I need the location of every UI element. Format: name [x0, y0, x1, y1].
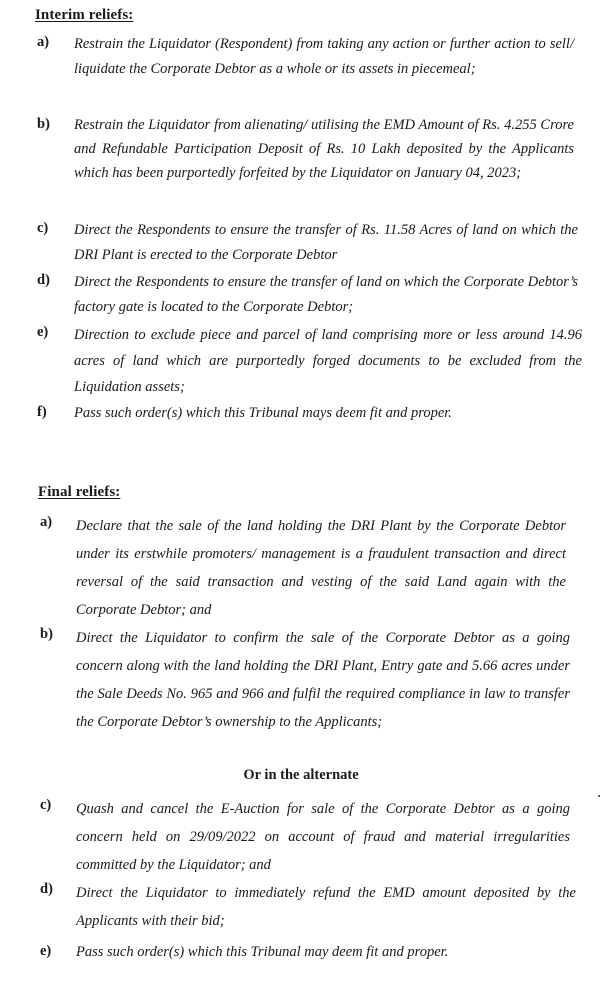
final-reliefs-heading: Final reliefs:	[38, 484, 121, 500]
item-text: Direct the Liquidator to immediately refund the EMD amount deposited by the Applicants with their bid;	[76, 885, 576, 929]
item-text: Restrain the Liquidator from alienating/ utilising the EMD Amount of Rs. 4.255 Crore and Refundable Participation Deposit of Rs. 10 Lakh deposited by the Applicants which has been purportedly forfeited by the Liquidator on January 04, 2023;	[74, 117, 574, 181]
item-text: Direction to exclude piece and parcel of land comprising more or less around 14.96 acres of land which are purportedly forged documents to be excluded from the Liquidation assets;	[74, 327, 582, 395]
item-text: Pass such order(s) which this Tribunal may deem fit and proper.	[76, 944, 449, 960]
item-marker: e)	[40, 943, 52, 959]
item-text: Declare that the sale of the land holding the DRI Plant by the Corporate Debtor under its erstwhile promoters/ management is a fraudulent transaction and direct reversal of the said transaction and vesting of the said Land again with the Corporate Debtor; and	[76, 518, 566, 618]
item-marker: b)	[37, 116, 50, 132]
item-marker: d)	[37, 272, 50, 288]
item-text: Direct the Liquidator to confirm the sale of the Corporate Debtor as a going concern along with the land holding the DRI Plant, Entry gate and 5.66 acres under the Sale Deeds No. 965 and 966 and fulfil the required compliance in law to transfer the Corporate Debtor’s ownership to the Applicants;	[76, 630, 570, 730]
item-marker: a)	[37, 34, 50, 50]
item-text: Direct the Respondents to ensure the transfer of Rs. 11.58 Acres of land on which the DRI Plant is erected to the Corporate Debtor	[74, 222, 578, 263]
item-marker: e)	[37, 324, 49, 340]
item-text: Direct the Respondents to ensure the transfer of land on which the Corporate Debtor’s factory gate is located to the Corporate Debtor;	[74, 274, 578, 315]
scan-speck	[598, 795, 600, 797]
item-marker: d)	[40, 881, 53, 897]
item-marker: c)	[37, 220, 49, 236]
item-marker: f)	[37, 404, 47, 420]
interim-reliefs-heading: Interim reliefs:	[35, 7, 134, 23]
item-marker: b)	[40, 626, 53, 642]
alternate-heading: Or in the alternate	[243, 767, 359, 783]
item-text: Pass such order(s) which this Tribunal mays deem fit and proper.	[74, 405, 452, 421]
item-marker: a)	[40, 514, 53, 530]
item-text: Quash and cancel the E-Auction for sale of the Corporate Debtor as a going concern held on 29/09/2022 on account of fraud and material irregularities committed by the Liquidator; and	[76, 801, 570, 873]
item-marker: c)	[40, 797, 52, 813]
item-text: Restrain the Liquidator (Respondent) from taking any action or further action to sell/ liquidate the Corporate Debtor as a whole or its assets in piecemeal;	[74, 36, 574, 77]
